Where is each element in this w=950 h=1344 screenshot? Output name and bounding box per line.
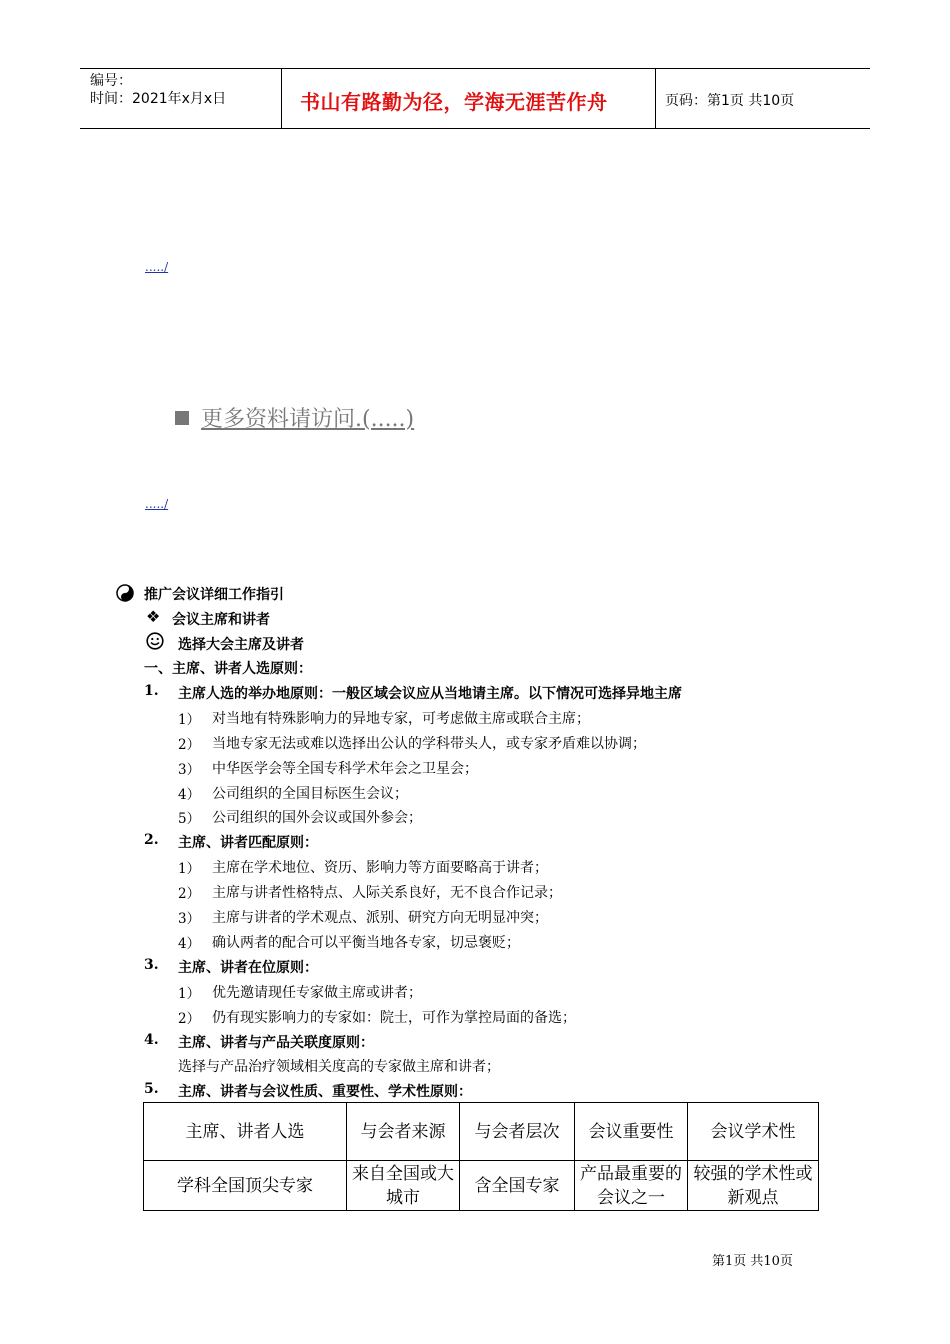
point-1-heading: 主席人选的举办地原则：一般区域会议应从当地请主席。以下情况可选择异地主席 <box>178 686 682 702</box>
p3-item-1-number: 1） <box>178 986 201 1002</box>
p2-item-3-text: 主席与讲者的学术观点、派别、研究方向无明显冲突； <box>212 910 548 926</box>
header-divider-right <box>655 68 656 129</box>
p3-item-1-text: 优先邀请现任专家做主席或讲者； <box>212 985 422 1001</box>
point-4-body: 选择与产品治疗领域相关度高的专家做主席和讲者； <box>178 1059 500 1075</box>
p1-item-1-number: 1） <box>178 712 201 728</box>
table-header-cell: 主席、讲者人选 <box>144 1103 347 1161</box>
doc-subtitle: 会议主席和讲者 <box>172 612 270 628</box>
p2-item-4-text: 确认两者的配合可以平衡当地各专家，切忌褒贬； <box>212 935 520 951</box>
table-cell: 产品最重要的会议之一 <box>575 1161 688 1211</box>
p2-item-2-number: 2） <box>178 886 201 902</box>
smiley-icon <box>146 632 164 654</box>
p1-item-1-text: 对当地有特殊影响力的异地专家，可考虑做主席或联合主席； <box>212 711 590 727</box>
p3-item-2-number: 2） <box>178 1011 201 1027</box>
section-heading-1: 一、主席、讲者人选原则： <box>144 661 312 677</box>
resource-link-bottom[interactable]: ...../ <box>145 497 169 511</box>
point-4-number: 4. <box>144 1032 159 1048</box>
p1-item-3-number: 3） <box>178 762 201 778</box>
header-motto: 书山有路勤为径，学海无涯苦作舟 <box>300 90 608 114</box>
table-cell: 较强的学术性或新观点 <box>688 1161 819 1211</box>
time-label: 时间：2021年x月x日 <box>90 91 227 107</box>
table-cell: 来自全国或大城市 <box>347 1161 460 1211</box>
header-top-rule <box>80 68 870 69</box>
point-3-number: 3. <box>144 957 159 973</box>
chair-speaker-table <box>143 1102 819 1211</box>
p1-item-3-text: 中华医学会等全国专科学术年会之卫星会； <box>212 761 478 777</box>
doc-subsubtitle: 选择大会主席及讲者 <box>178 637 304 653</box>
p1-item-2-number: 2） <box>178 737 201 753</box>
page-indicator: 页码：第1页 共10页 <box>665 93 795 109</box>
table-header-cell: 会议重要性 <box>575 1103 688 1161</box>
p3-item-2-text: 仍有现实影响力的专家如：院士，可作为掌控局面的备选； <box>212 1010 576 1026</box>
serial-label: 编号： <box>90 73 132 89</box>
resource-link-top[interactable]: ...../ <box>145 260 169 274</box>
p2-item-3-number: 3） <box>178 911 201 927</box>
p1-item-5-text: 公司组织的国外会议或国外参会； <box>212 810 422 826</box>
p1-item-2-text: 当地专家无法或难以选择出公认的学科带头人，或专家矛盾难以协调； <box>212 736 646 752</box>
point-4-heading: 主席、讲者与产品关联度原则： <box>178 1035 374 1051</box>
yin-yang-icon <box>116 584 134 606</box>
point-5-heading: 主席、讲者与会议性质、重要性、学术性原则： <box>178 1084 472 1100</box>
header-bottom-rule <box>80 128 870 129</box>
table-header-cell: 与会者层次 <box>460 1103 575 1161</box>
p1-item-4-text: 公司组织的全国目标医生会议； <box>212 786 408 802</box>
doc-title: 推广会议详细工作指引 <box>144 587 284 603</box>
table-header-row <box>144 1103 819 1161</box>
table-cell: 学科全国顶尖专家 <box>144 1161 347 1211</box>
square-bullet-icon <box>175 411 189 425</box>
diamond-bullet-icon: ❖ <box>146 607 161 626</box>
point-3-heading: 主席、讲者在位原则： <box>178 960 318 976</box>
p2-item-1-text: 主席在学术地位、资历、影响力等方面要略高于讲者； <box>212 860 548 876</box>
p2-item-1-number: 1） <box>178 861 201 877</box>
table-cell: 含全国专家 <box>460 1161 575 1211</box>
point-5-number: 5. <box>144 1081 159 1097</box>
p2-item-2-text: 主席与讲者性格特点、人际关系良好，无不良合作记录； <box>212 885 562 901</box>
table-row <box>144 1161 819 1211</box>
p1-item-5-number: 5） <box>178 811 201 827</box>
table-header-cell: 与会者来源 <box>347 1103 460 1161</box>
point-2-number: 2. <box>144 832 159 848</box>
p1-item-4-number: 4） <box>178 787 201 803</box>
point-1-number: 1. <box>144 683 159 699</box>
more-resources-text: 更多资料请访问.(.....) <box>201 407 415 432</box>
header-divider-left <box>281 68 282 129</box>
table-header-cell: 会议学术性 <box>688 1103 819 1161</box>
point-2-heading: 主席、讲者匹配原则： <box>178 835 318 851</box>
more-resources-link[interactable] <box>175 402 414 433</box>
p2-item-4-number: 4） <box>178 936 201 952</box>
footer-page-number: 第1页 共10页 <box>712 1254 793 1269</box>
